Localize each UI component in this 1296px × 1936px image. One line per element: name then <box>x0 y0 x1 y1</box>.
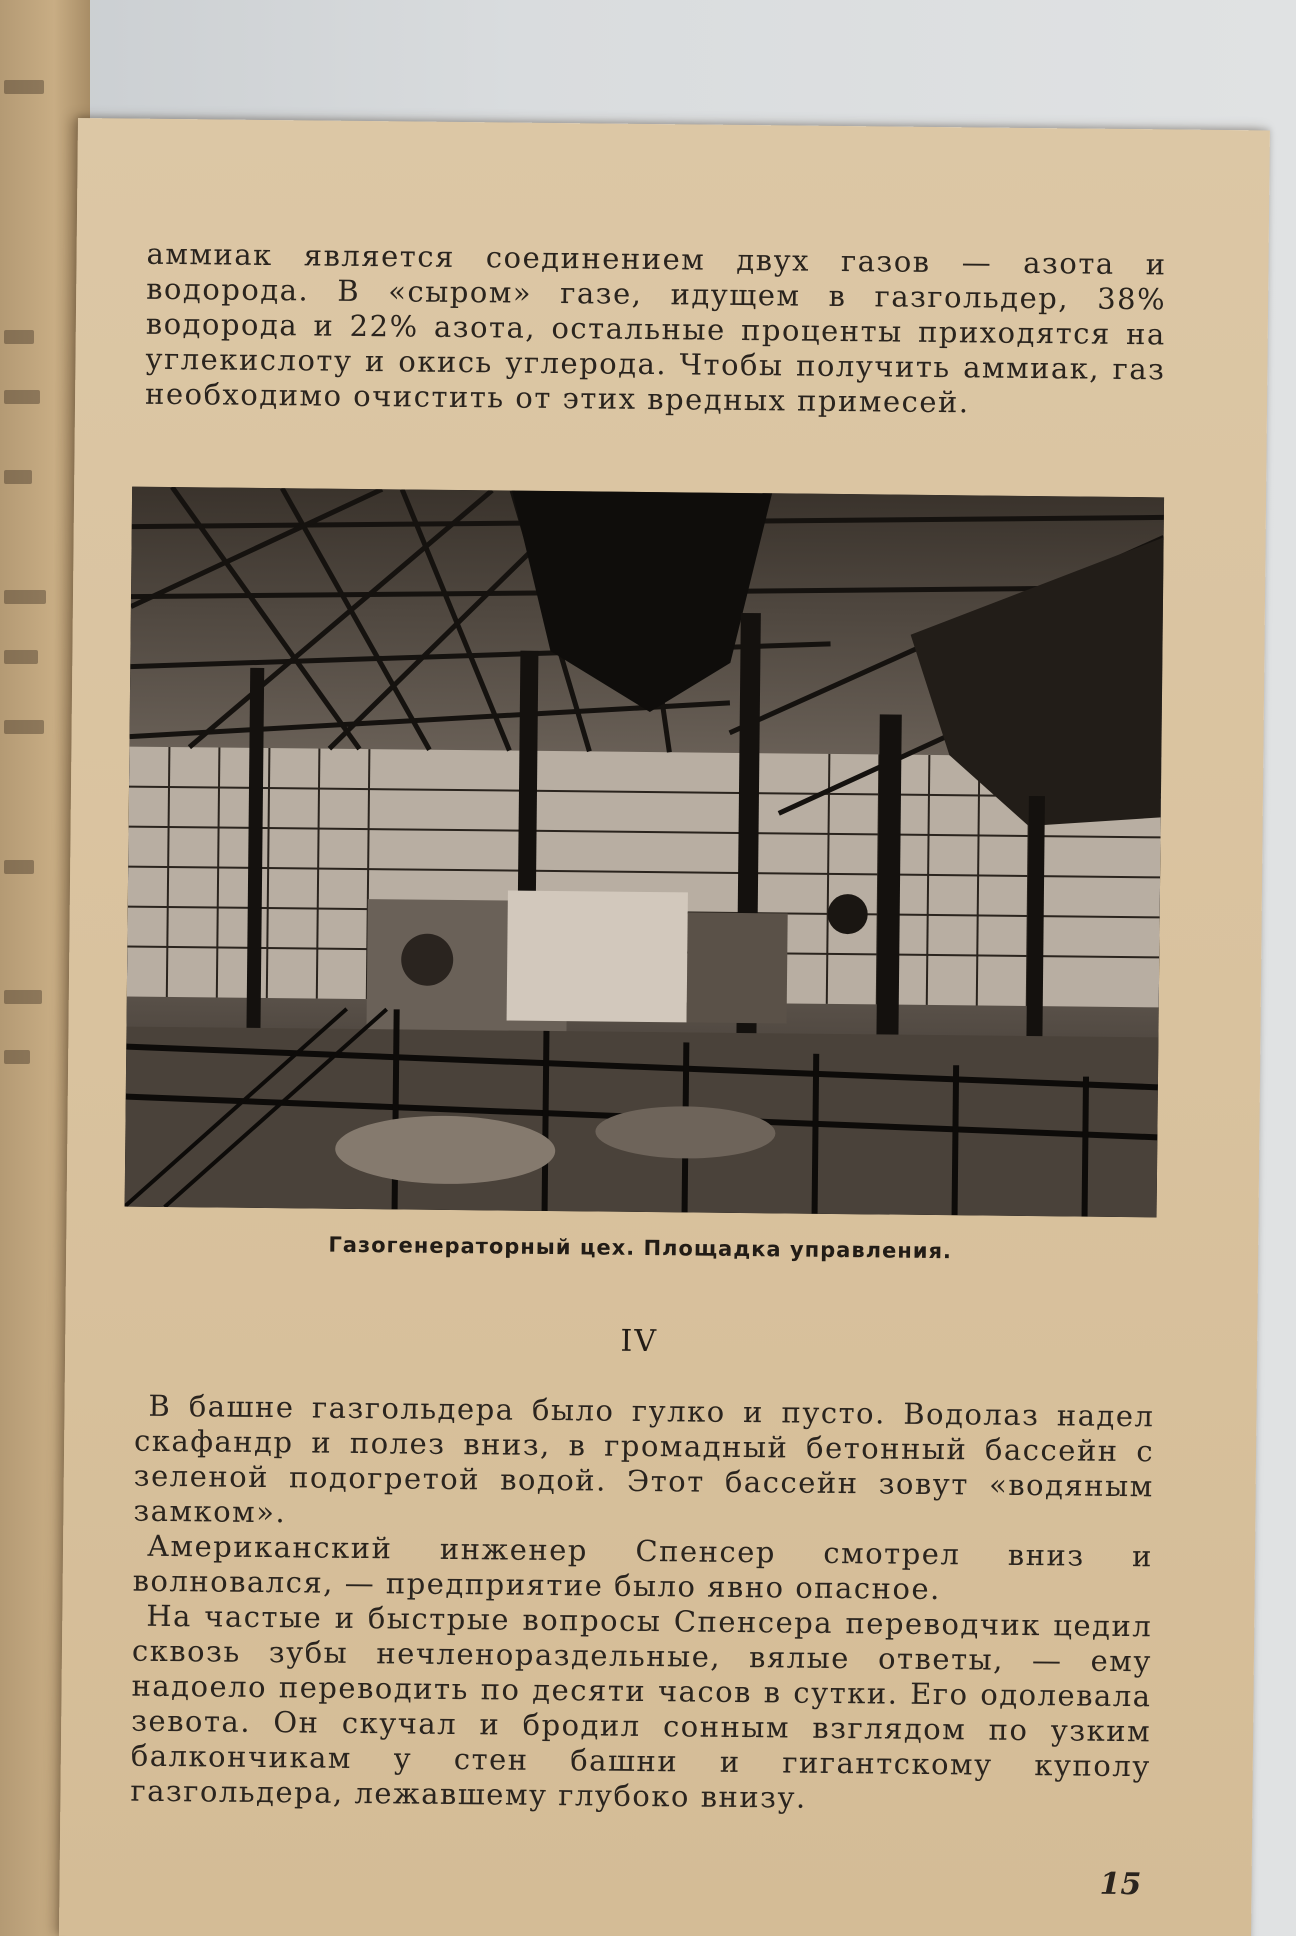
top-text-block <box>145 237 1167 423</box>
paragraph-1: аммиак является соединением двух газов — азота и водорода. В «сыром» газе, идущем в газгольдер, 38% водорода и 22% азота, остальные проценты приходятся на углекислоту и окись углерода. Чтобы получить аммиак, газ необходимо очистить от этих вредных примесей. <box>144 236 1167 420</box>
factory-illustration <box>125 487 1164 1218</box>
page-number: 15 <box>1099 1866 1142 1903</box>
book-page <box>59 118 1270 1936</box>
paragraph-4: На частые и быстрые вопросы Спенсера переводчик цедил сквозь зубы нечленораздельные, вялые ответы, — ему надоело переводить по десяти часов в сутки. Его одолевала зевота. Он скучал и бродил сонным взглядом по узким балкончикам у стен башни и гигантскому куполу газгольдера, лежавшему глубоко внизу. <box>130 1598 1153 1815</box>
paragraph-2: В башне газгольдера было гулко и пусто. Водолаз надел скафандр и полез вниз, в громадный бетонный бассейн с зеленой подогретой водой. Этот бассейн зовут «водяным замком». <box>133 1388 1155 1530</box>
figure-caption: Газогенераторный цех. Площадка управления. <box>328 1232 953 1264</box>
body-text-block <box>130 1389 1154 1820</box>
illustration-drawing <box>125 487 1164 1218</box>
chapter-number: IV <box>620 1323 659 1360</box>
paragraph-3: Американский инженер Спенсер смотрел вниз и волновался, — предприятие было явно опасное. <box>132 1528 1154 1607</box>
